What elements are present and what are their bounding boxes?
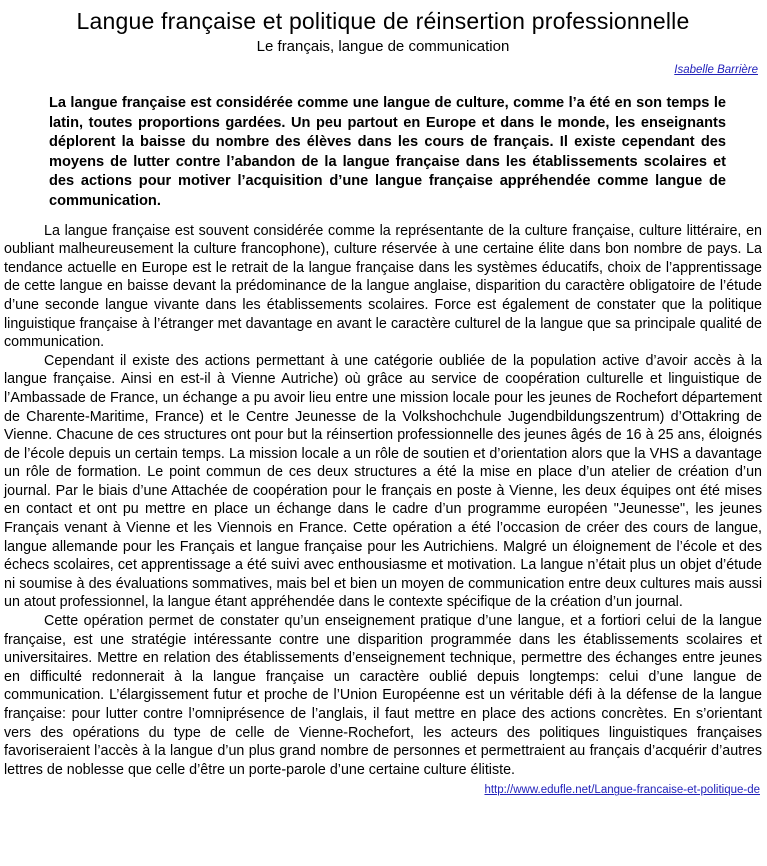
footer-url-link[interactable]: http://www.edufle.net/Langue-francaise-et-politique-de [484, 784, 760, 797]
author-row [4, 60, 758, 78]
body-paragraph-1: La langue française est souvent considérée comme la représentante de la culture française, culture littéraire, en oubliant malheureusement la culture francophone), culture réservée à une certaine élite dans bon nombre de pays. La tendance actuelle en Europe est le retrait de la langue française dans les systèmes éducatifs, choix de l’apprentissage de cette langue en baisse devant la prédominance de la langue anglaise, disparition du caractère obligatoire de l’étude d’une seconde langue vivante dans les établissements scolaires. Force est également de constater que la politique linguistique française à l’étranger met davantage en avant le caractère culturel de la langue que sa principale qualité de communication. [4, 222, 762, 351]
footer-row [4, 780, 760, 798]
author-link[interactable]: Isabelle Barrière [674, 64, 758, 76]
page-title: Langue française et politique de réinsertion professionnelle [76, 8, 690, 34]
body-paragraph-2: Cependant il existe des actions permettant à une catégorie oubliée de la population active d’avoir accès à la langue française. Ainsi en est-il à Vienne Autriche) où grâce au service de coopération culturelle et linguistique de l’Ambassade de France, un échange a pu avoir lieu entre une mission locale pour les jeunes de Rochefort département de Charente-Maritime, France) et le Centre Jeunesse de la Volkshochchule Jugendbildungszentrum) d’Ottakring de Vienne. Chacune de ces structures ont pour but la réinsertion professionnelle des jeunes âgés de 16 à 25 ans, éloignés de l’école depuis un certain temps. La mission locale a un rôle de soutien et d’orientation alors que la VHS a davantage un rôle de formation. Le point commun de ces deux structures a été la mise en place d’un atelier de création d’un journal. Par le biais d’une Attachée de coopération pour le français en poste à Vienne, les deux équipes ont été mises en contact et ont pu mettre en place un échange dans le cadre d’un programme européen "Jeunesse", les jeunes Français venant à Vienne et les Viennois en France. Cette opération a été l’occasion de créer des cours de langue, langue allemande pour les Français et langue française pour les Autrichiens. Malgré un éloignement de l’école et des échecs scolaires, cet apprentissage a été suivi avec enthousiasme et motivation. La langue n’était plus un objet d’étude ni soumise à des évaluations sommatives, mais bel et bien un moyen de communication entre deux cultures mais aussi un atout professionnel, la langue étant appréhendée dans le contexte spécifique de la création d’un journal. [4, 352, 762, 611]
page-subtitle: Le français, langue de communication [256, 38, 510, 55]
lead-paragraph: La langue française est considérée comme une langue de culture, comme l’a été en son temps le latin, toutes proportions gardées. Un peu partout en Europe et dans le monde, les enseignants déplorent la baisse du nombre des élèves dans les cours de français. Il existe cependant des moyens de lutter contre l’abandon de la langue française dans les établissements scolaires et des actions pour motiver l’acquisition d’une langue française appréhendée comme langue de communication. [49, 95, 726, 209]
body-paragraph-3: Cette opération permet de constater qu’un enseignement pratique d’une langue, et a fortiori celui de la langue française, est une stratégie intéressante contre une disparition programmée dans les établissements scolaires et universitaires. Mettre en relation des établissements d’enseignement technique, permettre des échanges entre jeunes en difficulté redonnerait à la langue française un caractère oublié depuis longtemps: celui d’une langue de communication. L’élargissement futur et proche de l’Union Européenne est un véritable défi à la défense de la langue française: pour lutter contre l’omniprésence de l’anglais, il faut mettre en place des actions concrètes. En s’orientant vers des opérations du type de celle de Vienne-Rochefort, les acteurs des politiques linguistiques françaises favoriseraient l’accès à la langue d’un plus grand nombre de personnes et permettraient au français d’acquérir d’autres lettres de noblesse que celle d’être un porte-parole d’une certaine culture élitiste. [4, 613, 762, 778]
